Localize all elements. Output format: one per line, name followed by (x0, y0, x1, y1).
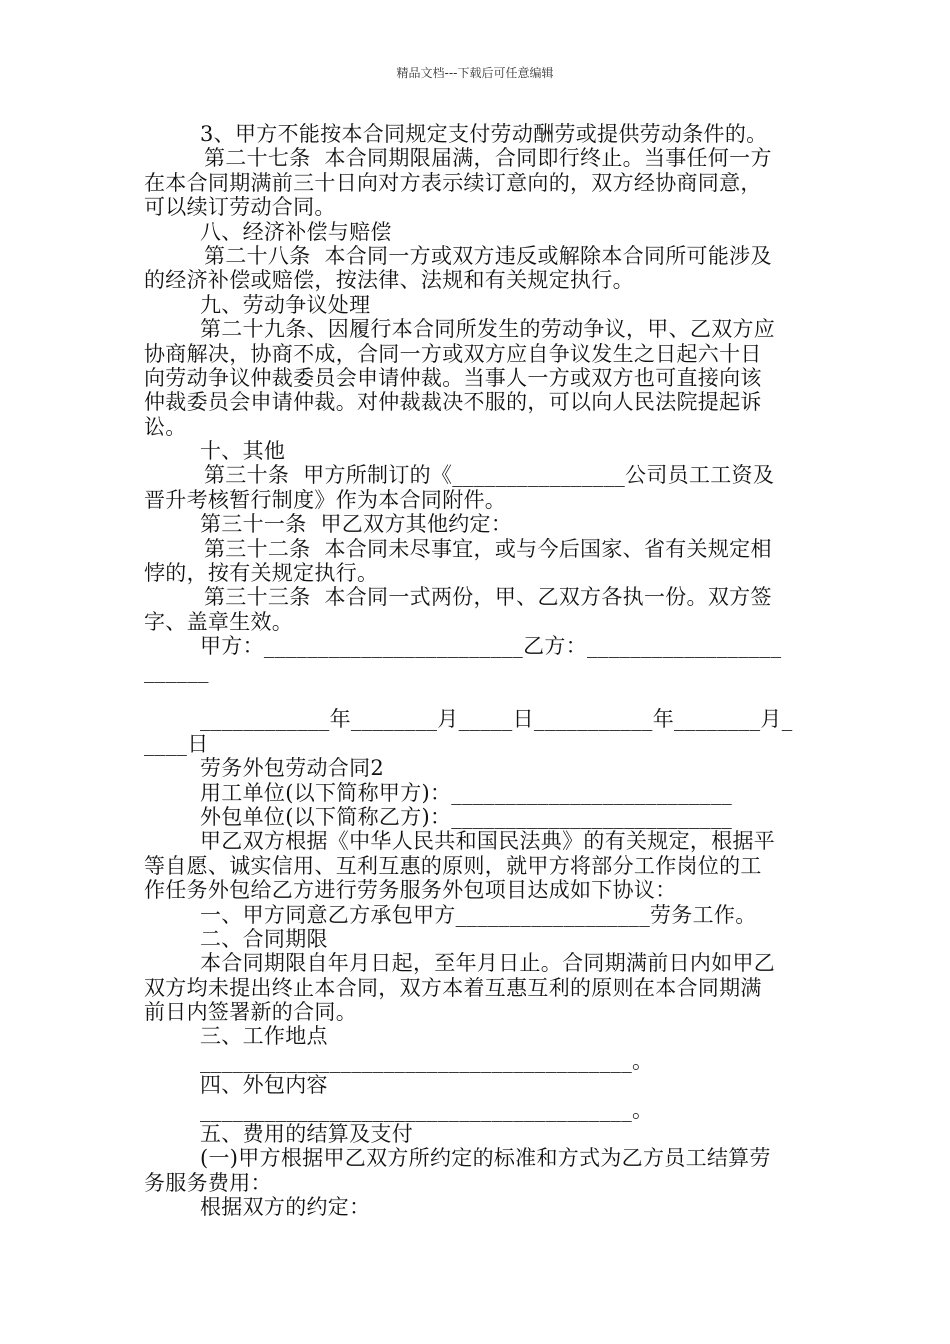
text-line: 甲乙双方根据《中华人民共和国民法典》的有关规定，根据平 (200, 829, 776, 854)
text-line: 双方均未提出终止本合同，双方本着互惠互利的原则在本合同期满 (144, 975, 762, 1000)
text-line: 第三十条 甲方所制订的《________________公司员工工资及 (204, 463, 775, 488)
section-heading: 五、费用的结算及支付 (200, 1122, 413, 1147)
text-line: 一、甲方同意乙方承包甲方__________________劳务工作。 (200, 902, 757, 927)
date-line: ____日 (144, 731, 209, 756)
text-line: 协商解决，协商不成，合同一方或双方应自争议发生之日起六十日 (144, 341, 762, 366)
signature-line: ______ (144, 658, 209, 683)
text-line: 等自愿、诚实信用、互利互惠的原则，就甲方将部分工作岗位的工 (144, 853, 762, 878)
signature-line: 甲方：________________________乙方：__________________ (200, 634, 782, 659)
text-line: 根据双方的约定： (200, 1195, 371, 1220)
text-line: 可以续订劳动合同。 (144, 195, 336, 220)
text-line: 第二十七条 本合同期限届满，合同即行终止。当事任何一方 (204, 146, 772, 171)
text-line: 本合同期限自年月日起，至年月日止。合同期满前日内如甲乙 (200, 951, 776, 976)
text-line: 第二十九条、因履行本合同所发生的劳动争议，甲、乙双方应 (200, 317, 776, 342)
text-line: 第三十二条 本合同未尽事宜，或与今后国家、省有关规定相 (204, 536, 772, 561)
contract-title: 劳务外包劳动合同2 (200, 756, 385, 781)
text-line: 晋升考核暂行制度》作为本合同附件。 (144, 487, 507, 512)
text-line: (一)甲方根据甲乙双方所约定的标准和方式为乙方员工结算劳 (200, 1146, 771, 1171)
page-header: 精品文档---下载后可任意编辑 (396, 66, 554, 80)
text-line: 讼。 (144, 414, 187, 439)
text-line: 前日内签署新的合同。 (144, 1000, 357, 1025)
section-heading: 三、工作地点 (200, 1024, 328, 1049)
text-line: 仲裁委员会申请仲裁。对仲裁裁决不服的，可以向人民法院提起诉 (144, 390, 762, 415)
text-line: 的经济补偿或赔偿，按法律、法规和有关规定执行。 (144, 268, 634, 293)
spacer (144, 683, 814, 707)
section-heading: 二、合同期限 (200, 926, 328, 951)
section-heading: 八、经济补偿与赔偿 (200, 219, 392, 244)
blank-field-line: ________________________________________。 (200, 1097, 654, 1122)
text-line: 向劳动争议仲裁委员会申请仲裁。当事人一方或双方也可直接向该 (144, 365, 762, 390)
section-heading: 四、外包内容 (200, 1073, 328, 1098)
party-line: 外包单位(以下简称乙方)：__________________________ (200, 804, 733, 829)
blank-field-line: ________________________________________。 (200, 1048, 654, 1073)
document-body (144, 122, 814, 1220)
text-line: 第三十三条 本合同一式两份，甲、乙双方各执一份。双方签 (204, 585, 772, 610)
section-heading: 九、劳动争议处理 (200, 292, 371, 317)
text-line: 悖的，按有关规定执行。 (144, 561, 379, 586)
text-line: 在本合同期满前三十日向对方表示续订意向的，双方经协商同意， (144, 170, 762, 195)
text-line: 第三十一条 甲乙双方其他约定： (200, 512, 513, 537)
text-line: 字、盖章生效。 (144, 609, 294, 634)
text-line: 务服务费用： (144, 1170, 272, 1195)
date-line: ____________年________月_____日___________年________月_ (200, 707, 793, 732)
text-line: 3、甲方不能按本合同规定支付劳动酬劳或提供劳动条件的。 (200, 122, 768, 146)
party-line: 用工单位(以下简称甲方)：__________________________ (200, 780, 733, 805)
text-line: 作任务外包给乙方进行劳务服务外包项目达成如下协议： (144, 878, 677, 903)
text-line: 第二十八条 本合同一方或双方违反或解除本合同所可能涉及 (204, 243, 772, 268)
section-heading: 十、其他 (200, 439, 286, 464)
